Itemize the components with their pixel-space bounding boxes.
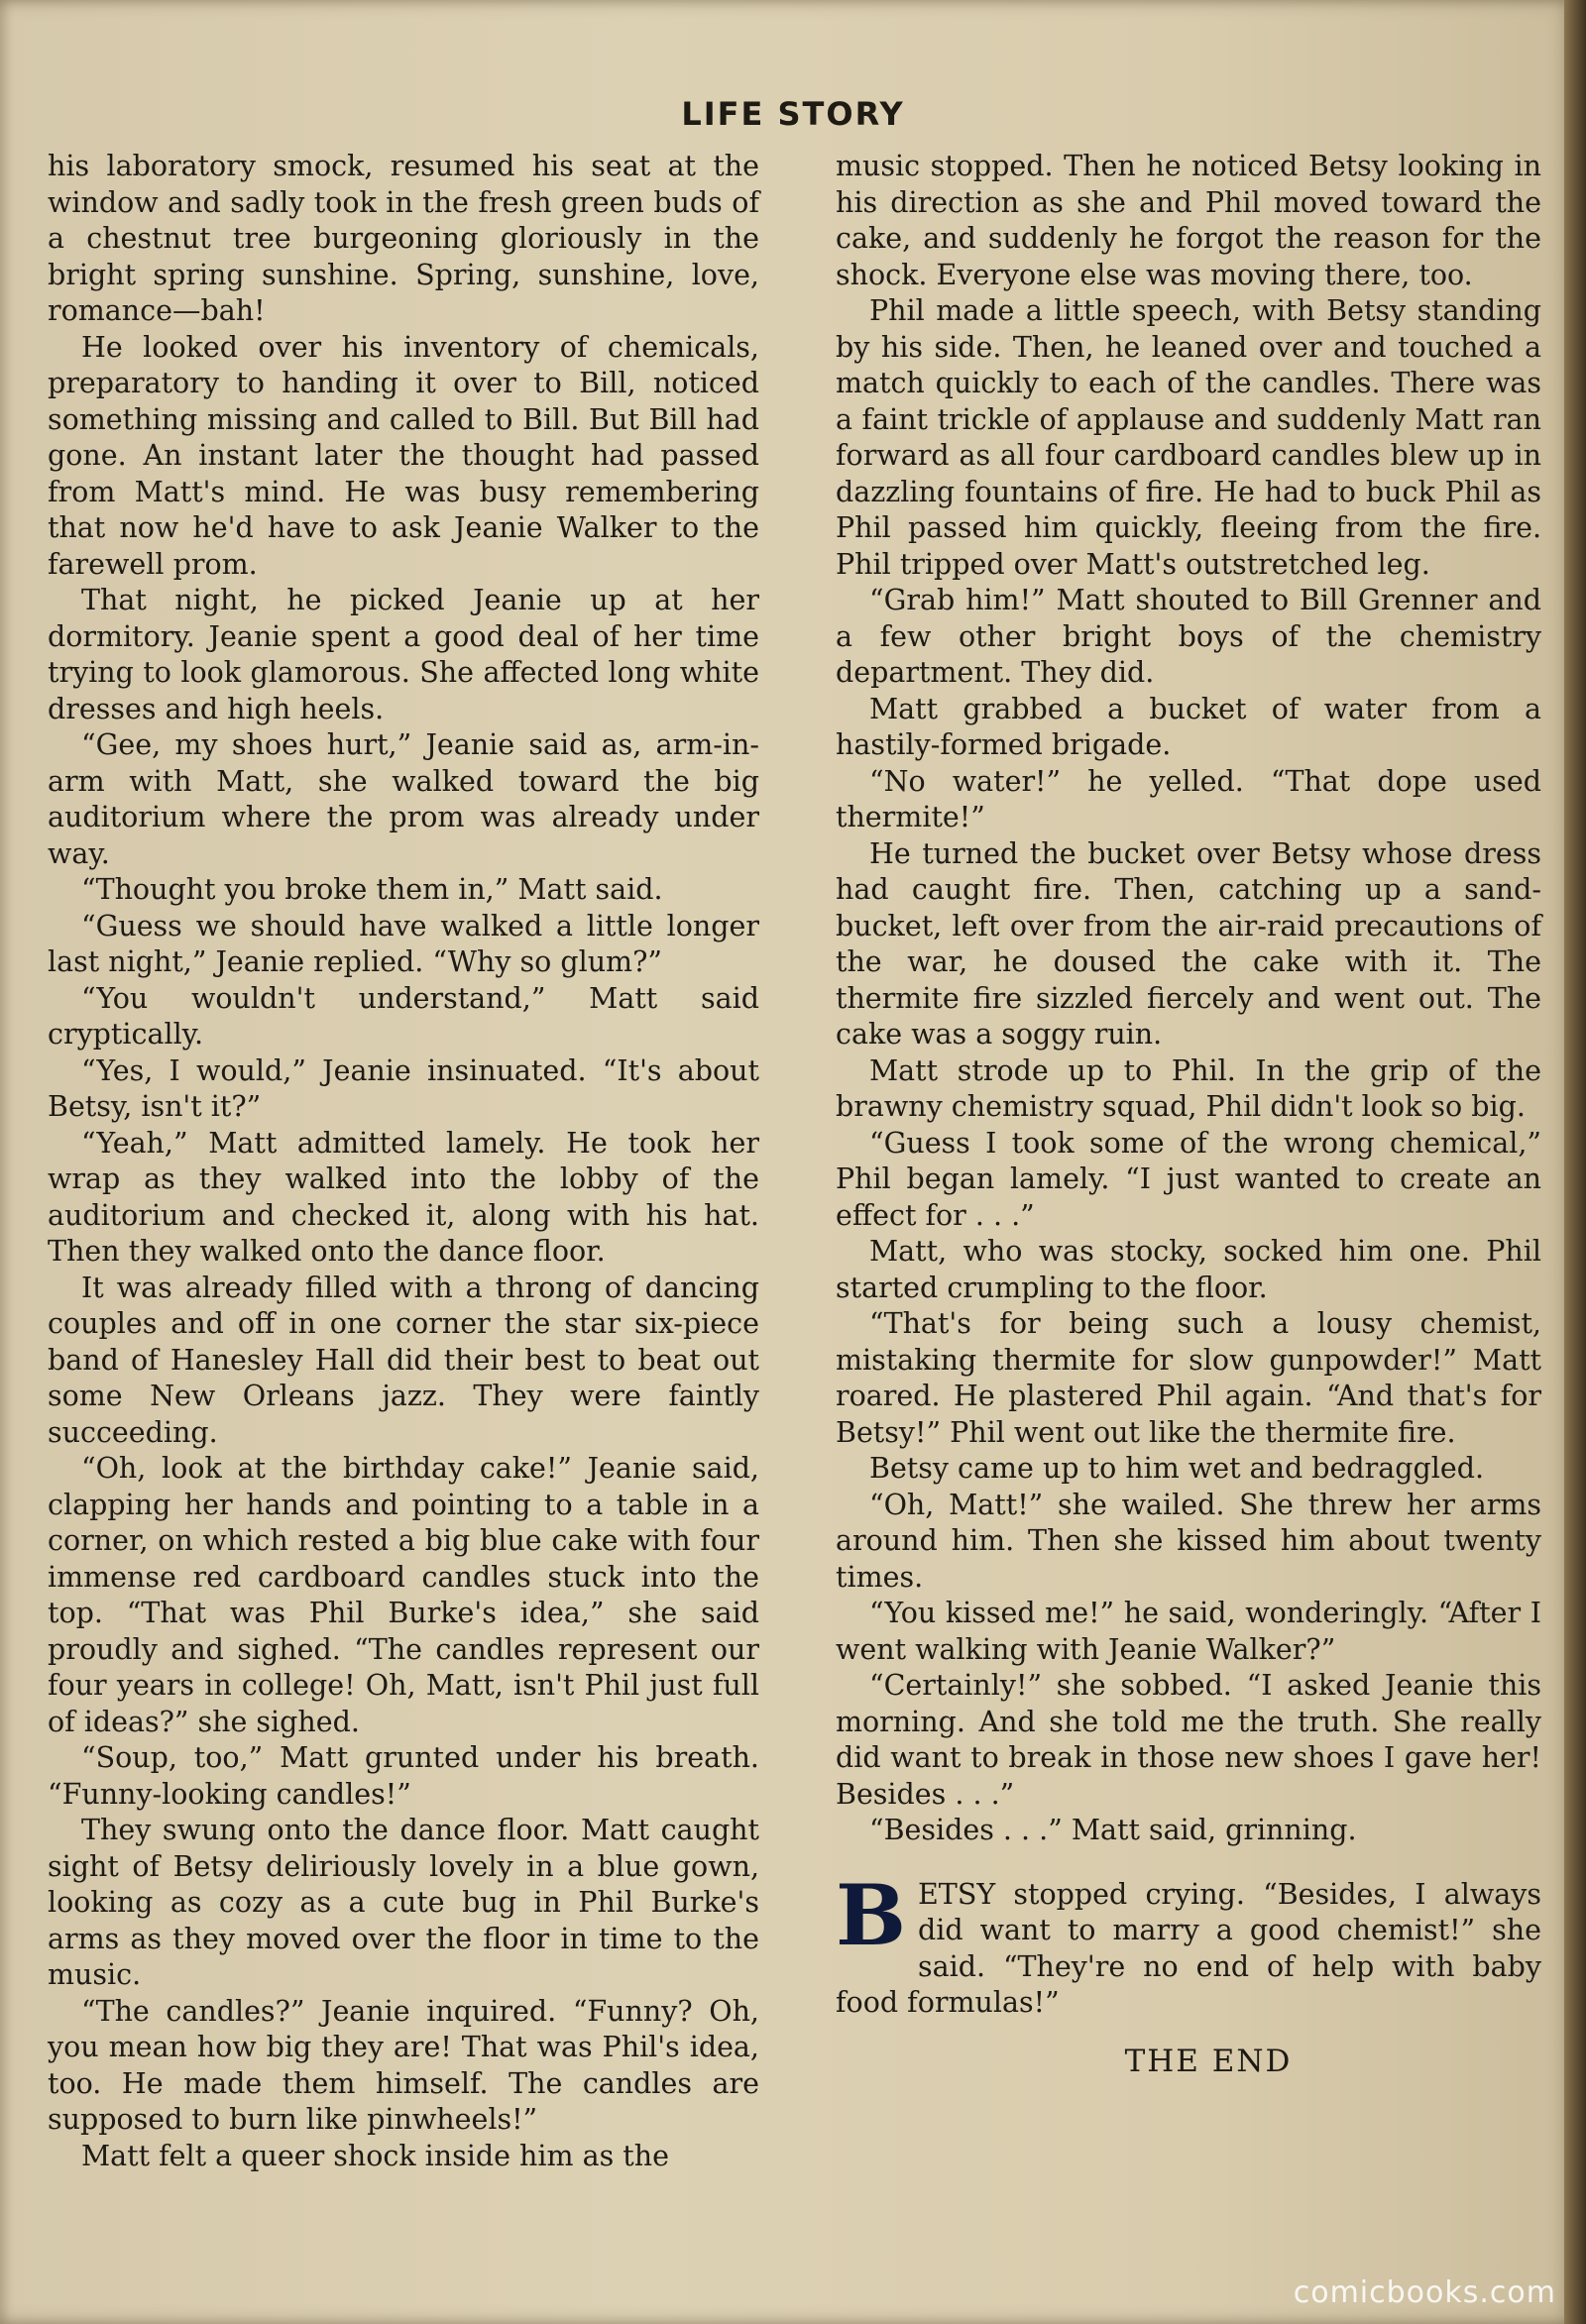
- paragraph: “Grab him!” Matt shouted to Bill Grenner and a few other bright boys of the chemistry department. They did.: [836, 584, 1541, 689]
- the-end: THE END: [1124, 2043, 1293, 2079]
- right-column: [836, 149, 1541, 2079]
- paragraph: “The candles?” Jeanie inquired. “Funny? Oh, you mean how big they are! That was Phil's idea, too. He made them himself. The candles are supposed to burn like pinwheels!”: [48, 1994, 759, 2136]
- final-paragraph-text: ETSY stopped crying. “Besides, I always did want to marry a good chemist!” she said. “They're no end of help with baby food formulas!”: [836, 1877, 1541, 2019]
- paragraph: “You wouldn't understand,” Matt said cryptically.: [48, 981, 759, 1051]
- paragraph: “Guess I took some of the wrong chemical,” Phil began lamely. “I just wanted to create an effect for . . .”: [836, 1126, 1541, 1232]
- paragraph: “No water!” he yelled. “That dope used thermite!”: [836, 764, 1541, 833]
- final-paragraph: [836, 1865, 1541, 2022]
- paragraph: Matt felt a queer shock inside him as the: [81, 2139, 669, 2172]
- paragraph: “Oh, look at the birthday cake!” Jeanie said, clapping her hands and pointing to a table in a corner, on which rested a big blue cake with four immense red cardboard candles stuck into the top. “That was Phil Burke's idea,” she said proudly and sighed. “The candles represent our four years in college! Oh, Matt, isn't Phil just full of ideas?” she sighed.: [48, 1452, 759, 1738]
- paragraph: “You kissed me!” he said, wonderingly. “After I went walking with Jeanie Walker?”: [836, 1597, 1541, 1666]
- paragraph: Betsy came up to him wet and bedraggled.: [869, 1452, 1485, 1485]
- paragraph: He looked over his inventory of chemicals, preparatory to handing it over to Bill, noticed something missing and called to Bill. But Bill had gone. An instant later the thought had passed from Matt's mind. He was busy remembering that now he'd have to ask Jeanie Walker to the farewell prom.: [48, 330, 759, 581]
- paragraph: “Yeah,” Matt admitted lamely. He took her wrap as they walked into the lobby of the auditorium and checked it, along with his hat. Then they walked onto the dance floor.: [48, 1126, 759, 1268]
- paragraph: “That's for being such a lousy chemist, mistaking thermite for slow gunpowder!” Matt roared. He plastered Phil again. “And that's for Betsy!” Phil went out like the thermite fire.: [836, 1307, 1541, 1449]
- paragraph: “Certainly!” she sobbed. “I asked Jeanie this morning. And she told me the truth. She really did want to break in those new shoes I gave her! Besides . . .”: [836, 1669, 1541, 1811]
- paragraph: “Yes, I would,” Jeanie insinuated. “It's about Betsy, isn't it?”: [48, 1053, 759, 1123]
- paragraph: Matt grabbed a bucket of water from a hastily-formed brigade.: [836, 692, 1541, 761]
- paragraph: “Besides . . .” Matt said, grinning.: [869, 1814, 1357, 1846]
- paragraph: music stopped. Then he noticed Betsy looking in his direction as she and Phil moved toward the cake, and suddenly he forgot the reason for the shock. Everyone else was moving there, too.: [836, 150, 1541, 291]
- paragraph: He turned the bucket over Betsy whose dress had caught fire. Then, catching up a sand-bucket, left over from the air-raid precautions of the war, he doused the cake with it. The thermite fire sizzled fiercely and went out. The cake was a soggy ruin.: [836, 836, 1541, 1051]
- paragraph: “Oh, Matt!” she wailed. She threw her arms around him. Then she kissed him about twenty times.: [836, 1488, 1541, 1594]
- paragraph: “Guess we should have walked a little longer last night,” Jeanie replied. “Why so glum?”: [48, 909, 759, 978]
- page-edge: [1564, 0, 1586, 2324]
- paragraph: Phil made a little speech, with Betsy standing by his side. Then, he leaned over and touched a match quickly to each of the candles. There was a faint trickle of applause and suddenly Matt ran forward as all four cardboard candles blew up in dazzling fountains of fire. He had to buck Phil as Phil passed him quickly, fleeing from the fire. Phil tripped over Matt's outstretched leg.: [836, 294, 1541, 581]
- paragraph: Matt, who was stocky, socked him one. Phil started crumpling to the floor.: [836, 1235, 1541, 1304]
- watermark: comicbooks.com: [1293, 2275, 1556, 2310]
- paragraph: They swung onto the dance floor. Matt caught sight of Betsy deliriously lovely in a blue gown, looking as cozy as a cute bug in Phil Burke's arms as they moved over the floor in time to the music.: [48, 1814, 759, 1991]
- paragraph: Matt strode up to Phil. In the grip of the brawny chemistry squad, Phil didn't look so big.: [836, 1053, 1541, 1123]
- drop-cap: B: [836, 1865, 906, 1964]
- paragraph: That night, he picked Jeanie up at her dormitory. Jeanie spent a good deal of her time trying to look glamorous. She affected long white dresses and high heels.: [48, 584, 759, 725]
- paragraph: his laboratory smock, resumed his seat at the window and sadly took in the fresh green buds of a chestnut tree burgeoning gloriously in the bright spring sunshine. Spring, sunshine, love, romance—bah!: [48, 150, 759, 327]
- paragraph: “Soup, too,” Matt grunted under his breath. “Funny-looking candles!”: [48, 1741, 759, 1811]
- paragraph: It was already filled with a throng of dancing couples and off in one corner the star six-piece band of Hanesley Hall did their best to beat out some New Orleans jazz. They were faintly succeeding.: [48, 1271, 759, 1449]
- page-header: LIFE STORY: [681, 95, 905, 133]
- left-column: [48, 149, 759, 2174]
- paragraph: “Gee, my shoes hurt,” Jeanie said as, arm-in-arm with Matt, she walked toward the big auditorium where the prom was already under way.: [48, 728, 759, 870]
- paragraph: “Thought you broke them in,” Matt said.: [81, 873, 663, 906]
